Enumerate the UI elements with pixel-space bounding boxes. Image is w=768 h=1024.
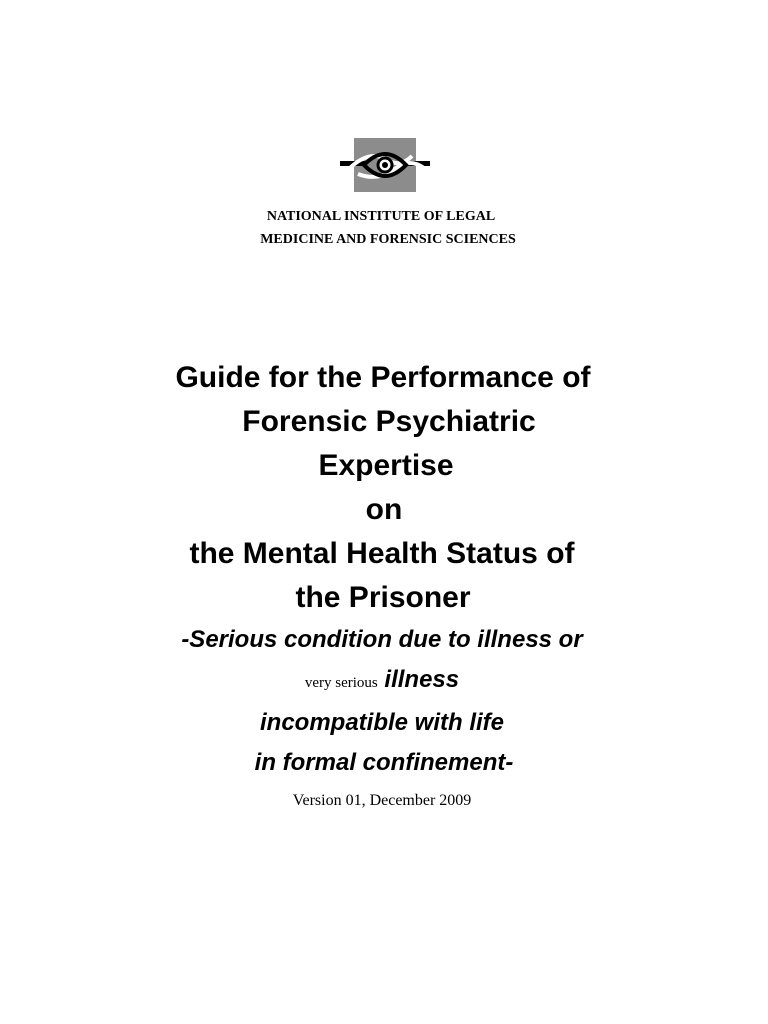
title-line: the Mental Health Status of	[189, 537, 575, 570]
subtitle-line-3: incompatible with life	[259, 709, 505, 736]
subtitle-line-1: -Serious condition due to illness or	[181, 626, 583, 653]
title-line: Forensic Psychiatric	[242, 405, 536, 438]
eye-emblem-icon	[338, 138, 432, 192]
title-line: Guide for the Performance of	[175, 361, 591, 394]
version-info: Version 01, December 2009	[292, 792, 472, 809]
document-title	[0, 356, 768, 620]
institute-name-line-1: NATIONAL INSTITUTE OF LEGAL	[266, 209, 496, 224]
subtitle-large-text: illness	[384, 666, 460, 693]
subtitle-line-2	[0, 660, 768, 703]
subtitle-line-4: in formal confinement-	[254, 749, 514, 776]
title-line: on	[365, 493, 403, 526]
title-line: the Prisoner	[295, 581, 471, 614]
title-line: Expertise	[318, 449, 454, 482]
institute-name-line-2: MEDICINE AND FORENSIC SCIENCES	[260, 232, 516, 247]
subtitle-small-text: very serious	[304, 675, 378, 691]
document-subtitle	[0, 620, 768, 783]
